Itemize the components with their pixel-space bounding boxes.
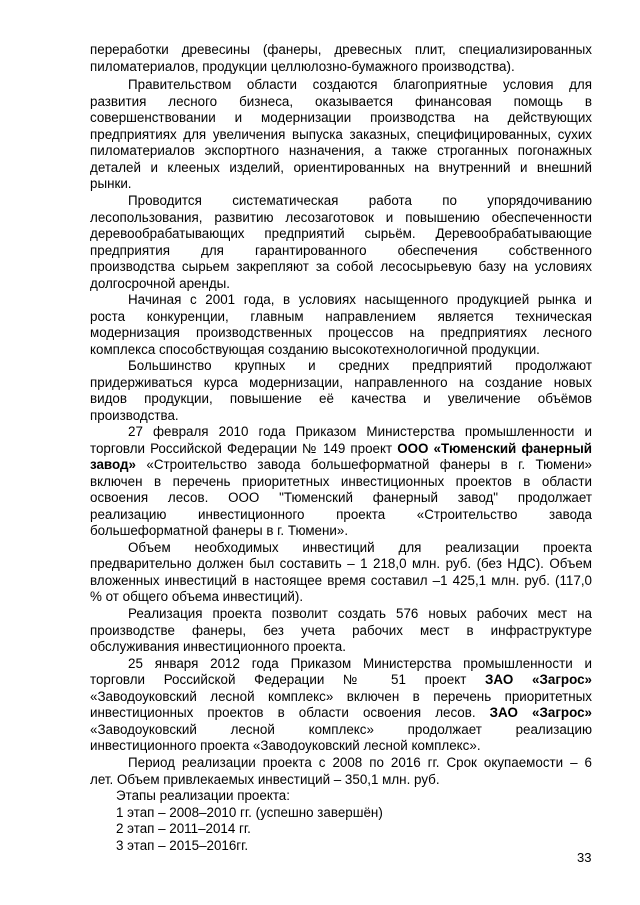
text-run: 25 января 2012 года Приказом Министерства промышленности и: [128, 655, 592, 671]
company-name: ООО «Тюменский фанерный: [397, 440, 592, 456]
text-line: пиломатериалов, продукции целлюлозно-бумажного производства).: [90, 58, 515, 74]
text-line: производстве фанеры, без учета рабочих мест в инфраструктуре: [90, 622, 592, 638]
text-run: включен в перечень приоритетных инвестиционных проектов в области: [90, 473, 592, 489]
text-line: [90, 507, 592, 523]
text-line: обслуживания инвестиционного проекта.: [90, 639, 346, 654]
text-line: [90, 490, 592, 506]
text-line: [90, 672, 592, 688]
text-line: Проводится систематическая работа по упорядочиванию: [128, 193, 592, 208]
text-line: предприятиях для увеличения выпуска заказных, специфицированных, сухих: [90, 126, 592, 142]
text-line: [90, 738, 592, 754]
text-line: Реализация проекта позволит создать 576 новых рабочих мест на: [128, 606, 592, 621]
text-line: [90, 705, 592, 721]
text-run: торговли Российской Федерации № 149 проект: [90, 440, 398, 456]
text-line: предприятия для гарантированного обеспечения собственного: [90, 242, 592, 258]
text-run: 27 февраля 2010 года Приказом Министерства промышленности и: [128, 424, 592, 439]
stage-item: 3 этап – 2015–2016гг.: [116, 837, 249, 853]
text-line: [90, 722, 592, 738]
text-line: Правительством области создаются благоприятные условия для: [128, 77, 592, 92]
text-line: совершенствовании и модернизации производства на действующих: [90, 110, 592, 125]
text-line: [128, 424, 592, 440]
text-line: видов продукции, повышение её качества и увеличение объёмов: [90, 391, 592, 406]
text-run: реализацию инвестиционного проекта «Строительство завода: [90, 506, 592, 522]
stage-item: 2 этап – 2011–2014 гг.: [116, 821, 251, 836]
text-run: «Строительство завода большеформатной фанеры в г. Тюмени»: [135, 457, 592, 472]
text-line: Период реализации проекта с 2008 по 2016 гг. Срок окупаемости – 6: [128, 755, 592, 770]
text-line: развития лесного бизнеса, оказывается финансовая помощь в: [90, 93, 592, 109]
text-run: освоения лесов. ООО "Тюменский фанерный завод" продолжает: [90, 490, 592, 505]
text-line: деревообрабатывающих предприятий сырьём. Деревообрабатывающие: [90, 226, 592, 241]
text-line: деталей и клееных изделий, ориентированных на внутренний и внешний: [90, 159, 592, 175]
text-line: долгосрочной аренды.: [90, 275, 231, 291]
text-run: инвестиционного проекта «Заводоуковский лесной комплекс».: [90, 738, 481, 753]
company-name: ЗАО «Загрос»: [489, 705, 592, 720]
text-line: рынки.: [90, 176, 132, 191]
text-line: роста конкуренции, главным направлением является техническая: [90, 308, 592, 324]
text-line: Большинство крупных и средних предприятий продолжают: [128, 358, 592, 373]
text-line: [90, 523, 592, 539]
text-line: вложенных инвестиций в настоящее время составил –1 425,1 млн. руб. (117,0: [90, 572, 592, 588]
text-line: производства сырьем закрепляют за собой лесосырьевую базу на условиях: [90, 259, 592, 274]
stage-item: 1 этап – 2008–2010 гг. (успешно завершён): [116, 804, 383, 820]
text-line: лет. Объем привлекаемых инвестиций – 350,1 млн. руб.: [90, 771, 440, 787]
text-line: [90, 474, 592, 490]
text-run: «Заводоуковский лесной комплекс» продолжает реализацию: [90, 721, 592, 737]
text-run: торговли Российской Федерации № 51 проект: [90, 672, 486, 687]
text-line: [90, 441, 592, 457]
text-line: производства.: [90, 407, 179, 423]
text-run: большеформатной фанеры в г. Тюмени».: [90, 523, 349, 538]
company-name: завод»: [90, 457, 136, 472]
text-line: Начиная с 2001 года, в условиях насыщенного продукцией рынка и: [128, 292, 592, 307]
text-line: % от общего объема инвестиций).: [90, 589, 304, 604]
text-line: [90, 689, 592, 705]
company-name: ЗАО «Загрос»: [485, 672, 592, 687]
text-run: «Заводоуковский лесной комплекс» включен в перечень приоритетных: [90, 688, 592, 704]
text-line: Объем необходимых инвестиций для реализации проекта: [128, 539, 592, 555]
text-run: инвестиционных проектов в области освоения лесов.: [90, 705, 490, 720]
stages-heading: Этапы реализации проекта:: [116, 788, 290, 803]
text-line: [90, 457, 592, 473]
text-line: [128, 656, 592, 672]
text-line: комплекса способствующая созданию высокотехнологичной продукции.: [90, 341, 540, 357]
text-line: пиломатериалов экспортного назначения, а также строганных погонажных: [90, 143, 592, 158]
text-line: лесопользования, развитию лесозаготовок и повышению обеспеченности: [90, 209, 592, 225]
text-line: предварительно должен был составить – 1 218,0 млн. руб. (без НДС). Объем: [90, 556, 592, 571]
text-line: придерживаться курса модернизации, направленного на создание новых: [90, 374, 592, 390]
page-number: 33: [577, 850, 592, 865]
text-line: модернизация производственных процессов на предприятиях лесного: [90, 325, 592, 340]
text-line: переработки древесины (фанеры, древесных плит, специализированных: [90, 42, 592, 57]
